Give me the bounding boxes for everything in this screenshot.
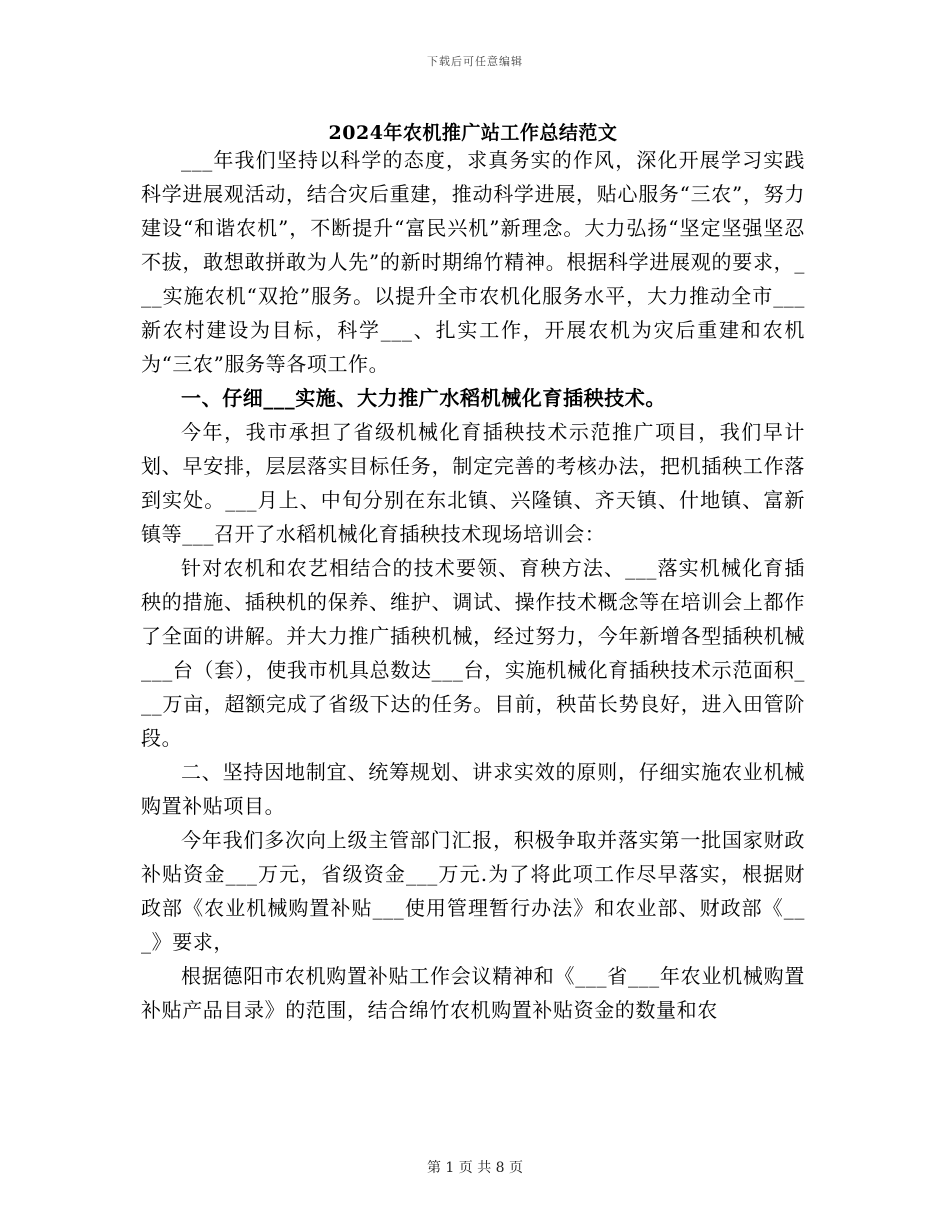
paragraph-section-2-a: 今年我们多次向上级主管部门汇报，积极争取并落实第一批国家财政补贴资金___万元，省级资金___万元.为了将此项工作尽早落实，根据财政部《农业机械购置补贴___使用管理暂行办法》和农业部、财政部《___》要求，: [141, 828, 805, 954]
document-title: 2024年农机推广站工作总结范文: [328, 122, 618, 144]
section-heading-2: 二、坚持因地制宜、统筹规划、讲求实效的原则，仔细实施农业机械购置补贴项目。: [141, 760, 805, 818]
paragraph-section-1-b: 针对农机和农艺相结合的技术要领、育秧方法、___落实机械化育插秧的措施、插秧机的保养、维护、调试、操作技术概念等在培训会上都作了全面的讲解。并大力推广插秧机械，经过努力，今年新增各型插秧机械___台（套），使我市机具总数达___台，实施机械化育插秧技术示范面积___万亩，超额完成了省级下达的任务。目前，秧苗长势良好，进入田管阶段。: [141, 556, 805, 750]
paragraph-intro: ___年我们坚持以科学的态度，求真务实的作风，深化开展学习实践科学进展观活动，结合灾后重建，推动科学进展，贴心服务“三农”，努力建设“和谐农机”，不断提升“富民兴机”新理念。大力弘扬“坚定坚强坚忍不拔，敢想敢拼敢为人先”的新时期绵竹精神。根据科学进展观的要求，___实施农机“双抢”服务。以提升全市农机化服务水平，大力推动全市___新农村建设为目标，科学___、扎实工作，开展农机为灾后重建和农机为“三农”服务等各项工作。: [141, 148, 805, 376]
document-body: [141, 143, 805, 1027]
paragraph-section-1-a: 今年，我市承担了省级机械化育插秧技术示范推广项目，我们早计划、早安排，层层落实目标任务，制定完善的考核办法，把机插秧工作落到实处。___月上、中旬分别在东北镇、兴隆镇、齐天镇、什地镇、富新镇等___召开了水稻机械化育插秧技术现场培训会：: [141, 420, 805, 546]
page-number: 第 1 页 共 8 页: [426, 1160, 524, 1176]
paragraph-section-2-b: 根据德阳市农机购置补贴工作会议精神和《___省___年农业机械购置补贴产品目录》的范围，结合绵竹农机购置补贴资金的数量和农: [141, 964, 805, 1022]
section-heading-1: 一、仔细___实施、大力推广水稻机械化育插秧技术。: [181, 386, 666, 410]
header-note: 下载后可任意编辑: [427, 55, 523, 68]
